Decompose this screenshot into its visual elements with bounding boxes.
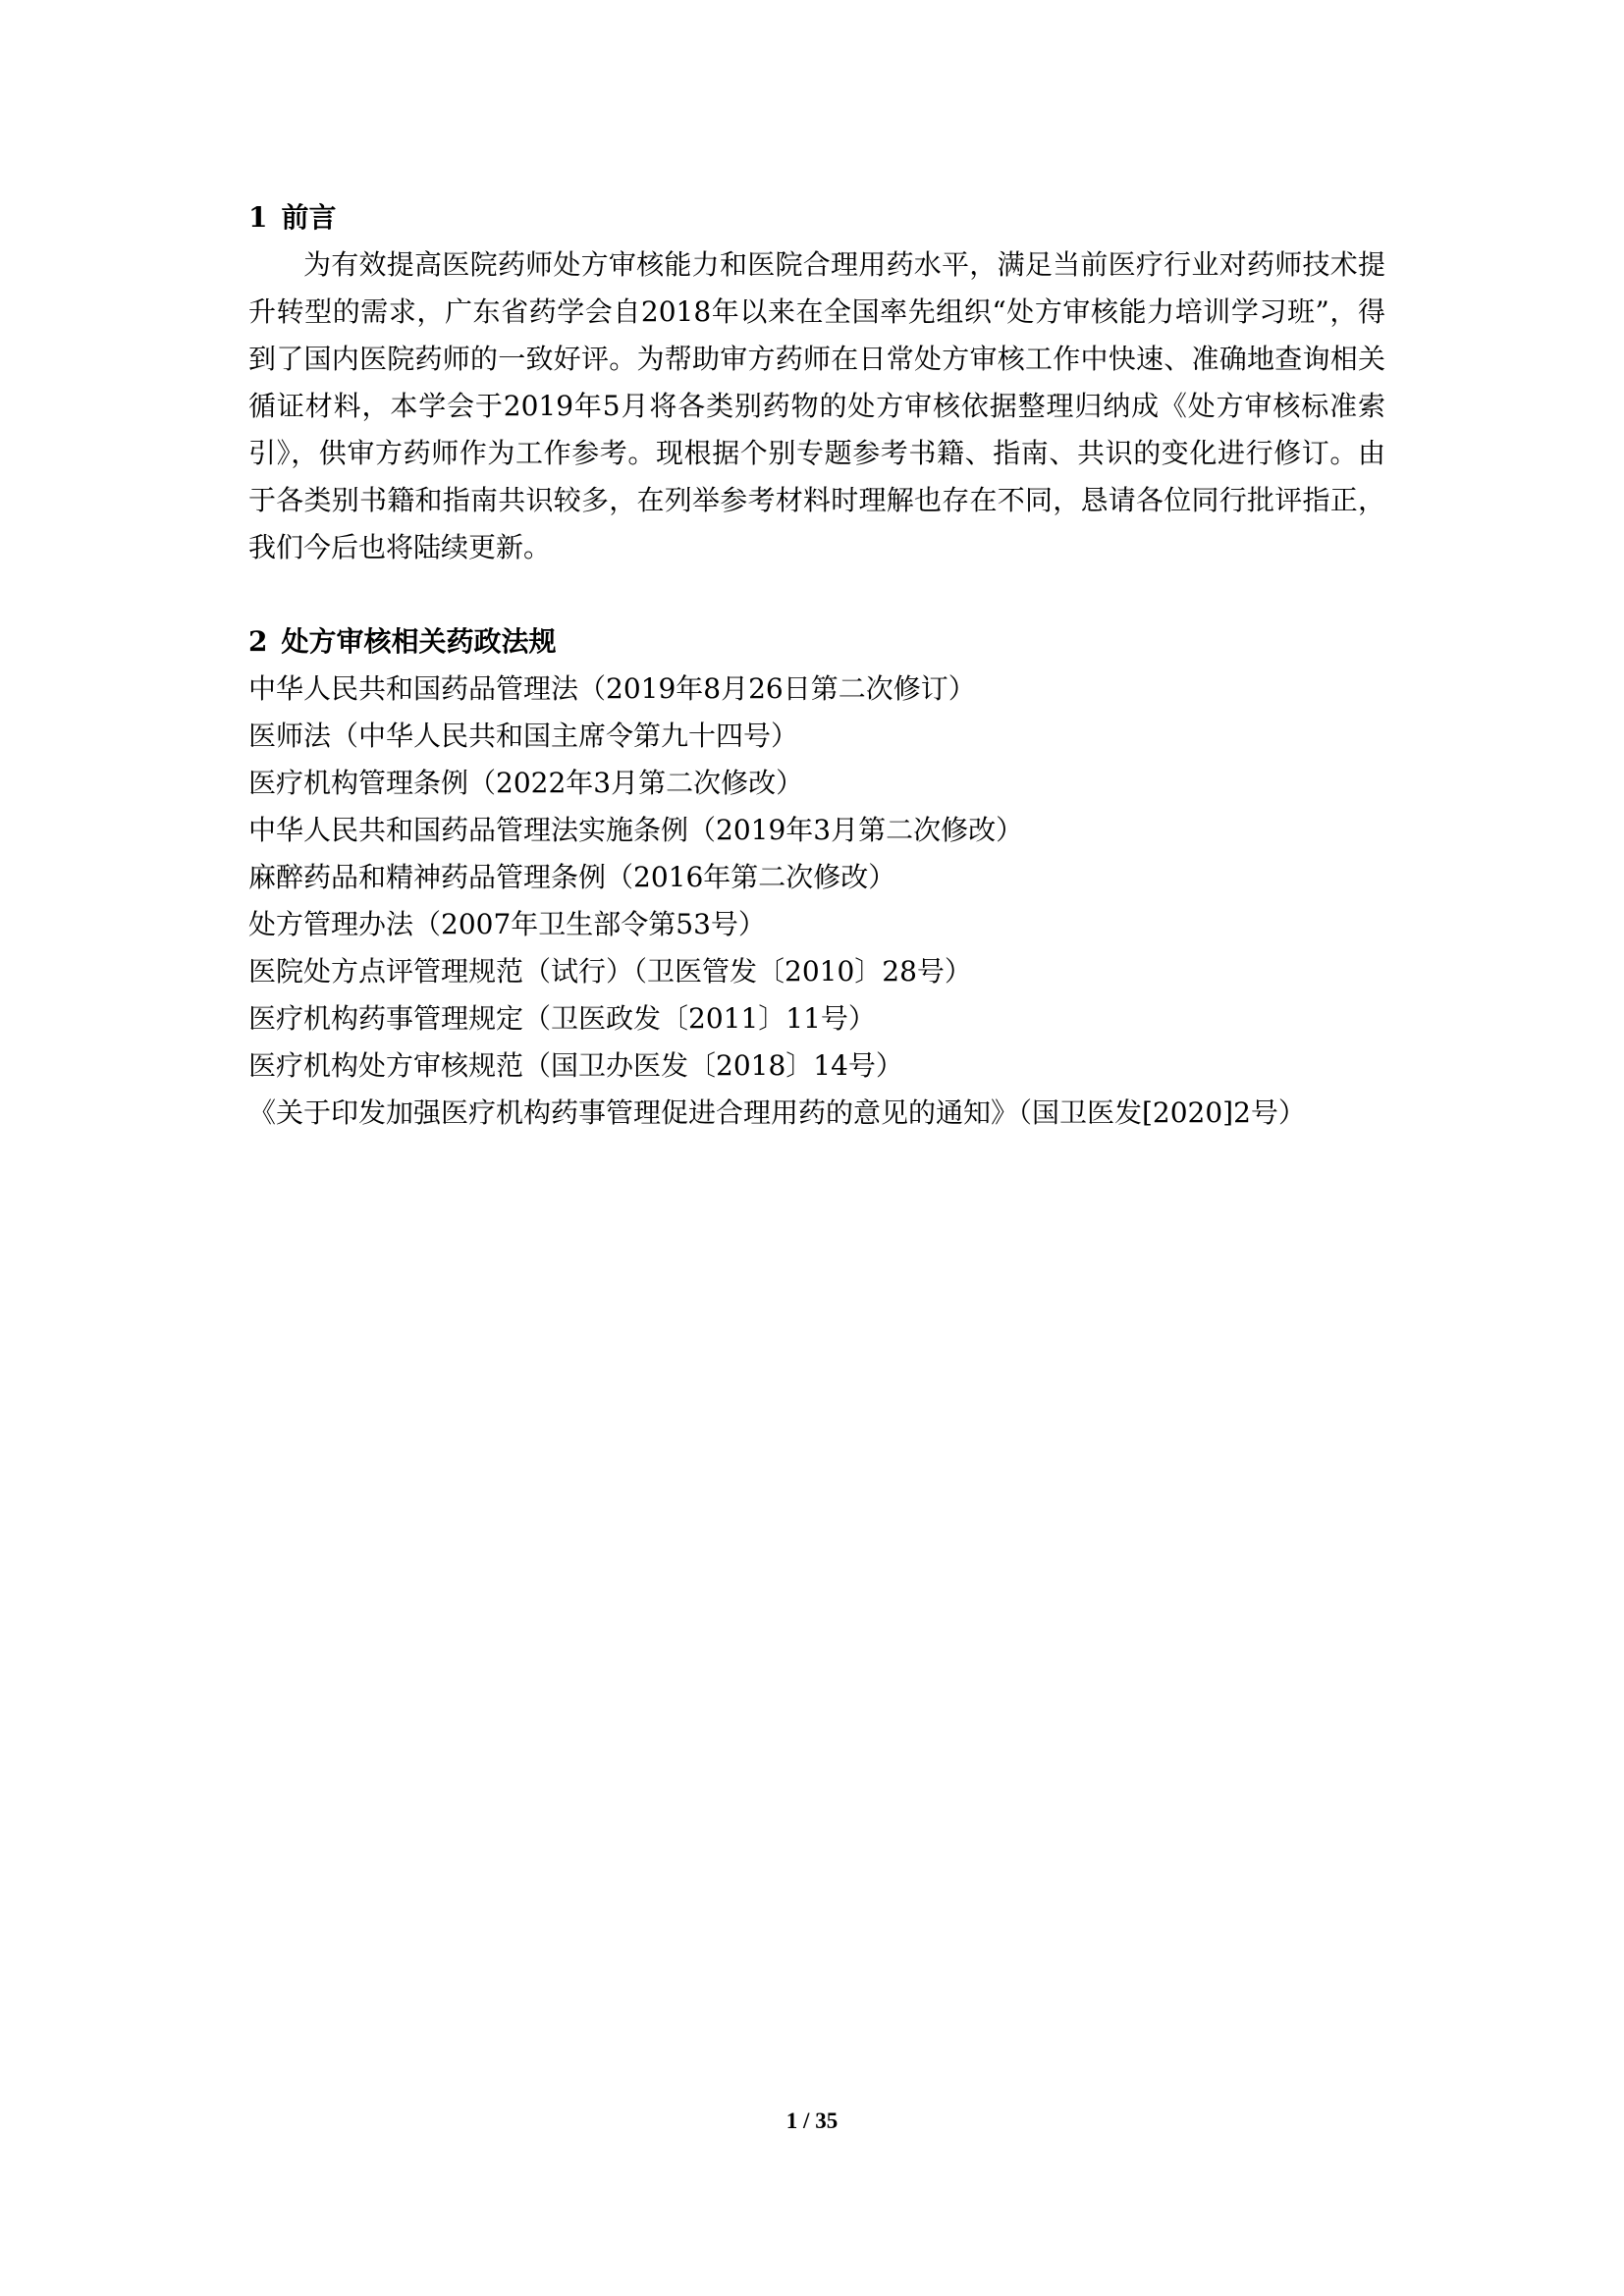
regulation-list: [248, 666, 1385, 1137]
regulation-item: 麻醉药品和精神药品管理条例（2016年第二次修改）: [248, 861, 896, 893]
page-current: 1: [785, 2109, 798, 2133]
page-number-footer: [0, 2107, 1624, 2136]
regulation-item: 医疗机构管理条例（2022年3月第二次修改）: [248, 767, 804, 799]
regulation-item: 中华人民共和国药品管理法实施条例（2019年3月第二次修改）: [248, 814, 1024, 846]
regulation-item: 医疗机构药事管理规定（卫医政发〔2011〕11号）: [248, 1002, 876, 1035]
page-separator: /: [803, 2109, 810, 2133]
section-spacer: [248, 571, 1385, 618]
section-heading-regulations: [248, 618, 1385, 666]
preface-paragraph: 为有效提高医院药师处方审核能力和医院合理用药水平，满足当前医疗行业对药师技术提升转型的需求，广东省药学会自2018年以来在全国率先组织“处方审核能力培训学习班”，得到了国内医院药师的一致好评。为帮助审方药师在日常处方审核工作中快速、准确地查询相关循证材料，本学会于2019年5月将各类别药物的处方审核依据整理归纳成《处方审核标准索引》，供审方药师作为工作参考。现根据个别专题参考书籍、指南、共识的变化进行修订。由于各类别书籍和指南共识较多，在列举参考材料时理解也存在不同，恳请各位同行批评指正，我们今后也将陆续更新。: [248, 248, 1385, 563]
regulation-item: 医疗机构处方审核规范（国卫办医发〔2018〕14号）: [248, 1049, 903, 1082]
page-content: [248, 194, 1385, 1137]
regulation-item: 处方管理办法（2007年卫生部令第53号）: [248, 908, 766, 940]
regulation-item: 医师法（中华人民共和国主席令第九十四号）: [248, 720, 799, 752]
section-number: 2: [248, 625, 268, 658]
section-number: 1: [248, 201, 268, 234]
section-heading-preface: [248, 194, 1385, 241]
section-title: 处方审核相关药政法规: [281, 625, 557, 658]
regulation-item: 医院处方点评管理规范（试行）（卫医管发〔2010〕28号）: [248, 955, 972, 988]
page-total: 35: [815, 2109, 839, 2133]
section-title: 前言: [281, 201, 337, 234]
regulation-item: 中华人民共和国药品管理法（2019年8月26日第二次修订）: [248, 672, 976, 705]
regulation-item: 《关于印发加强医疗机构药事管理促进合理用药的意见的通知》（国卫医发[2020]2号）: [248, 1096, 1306, 1129]
